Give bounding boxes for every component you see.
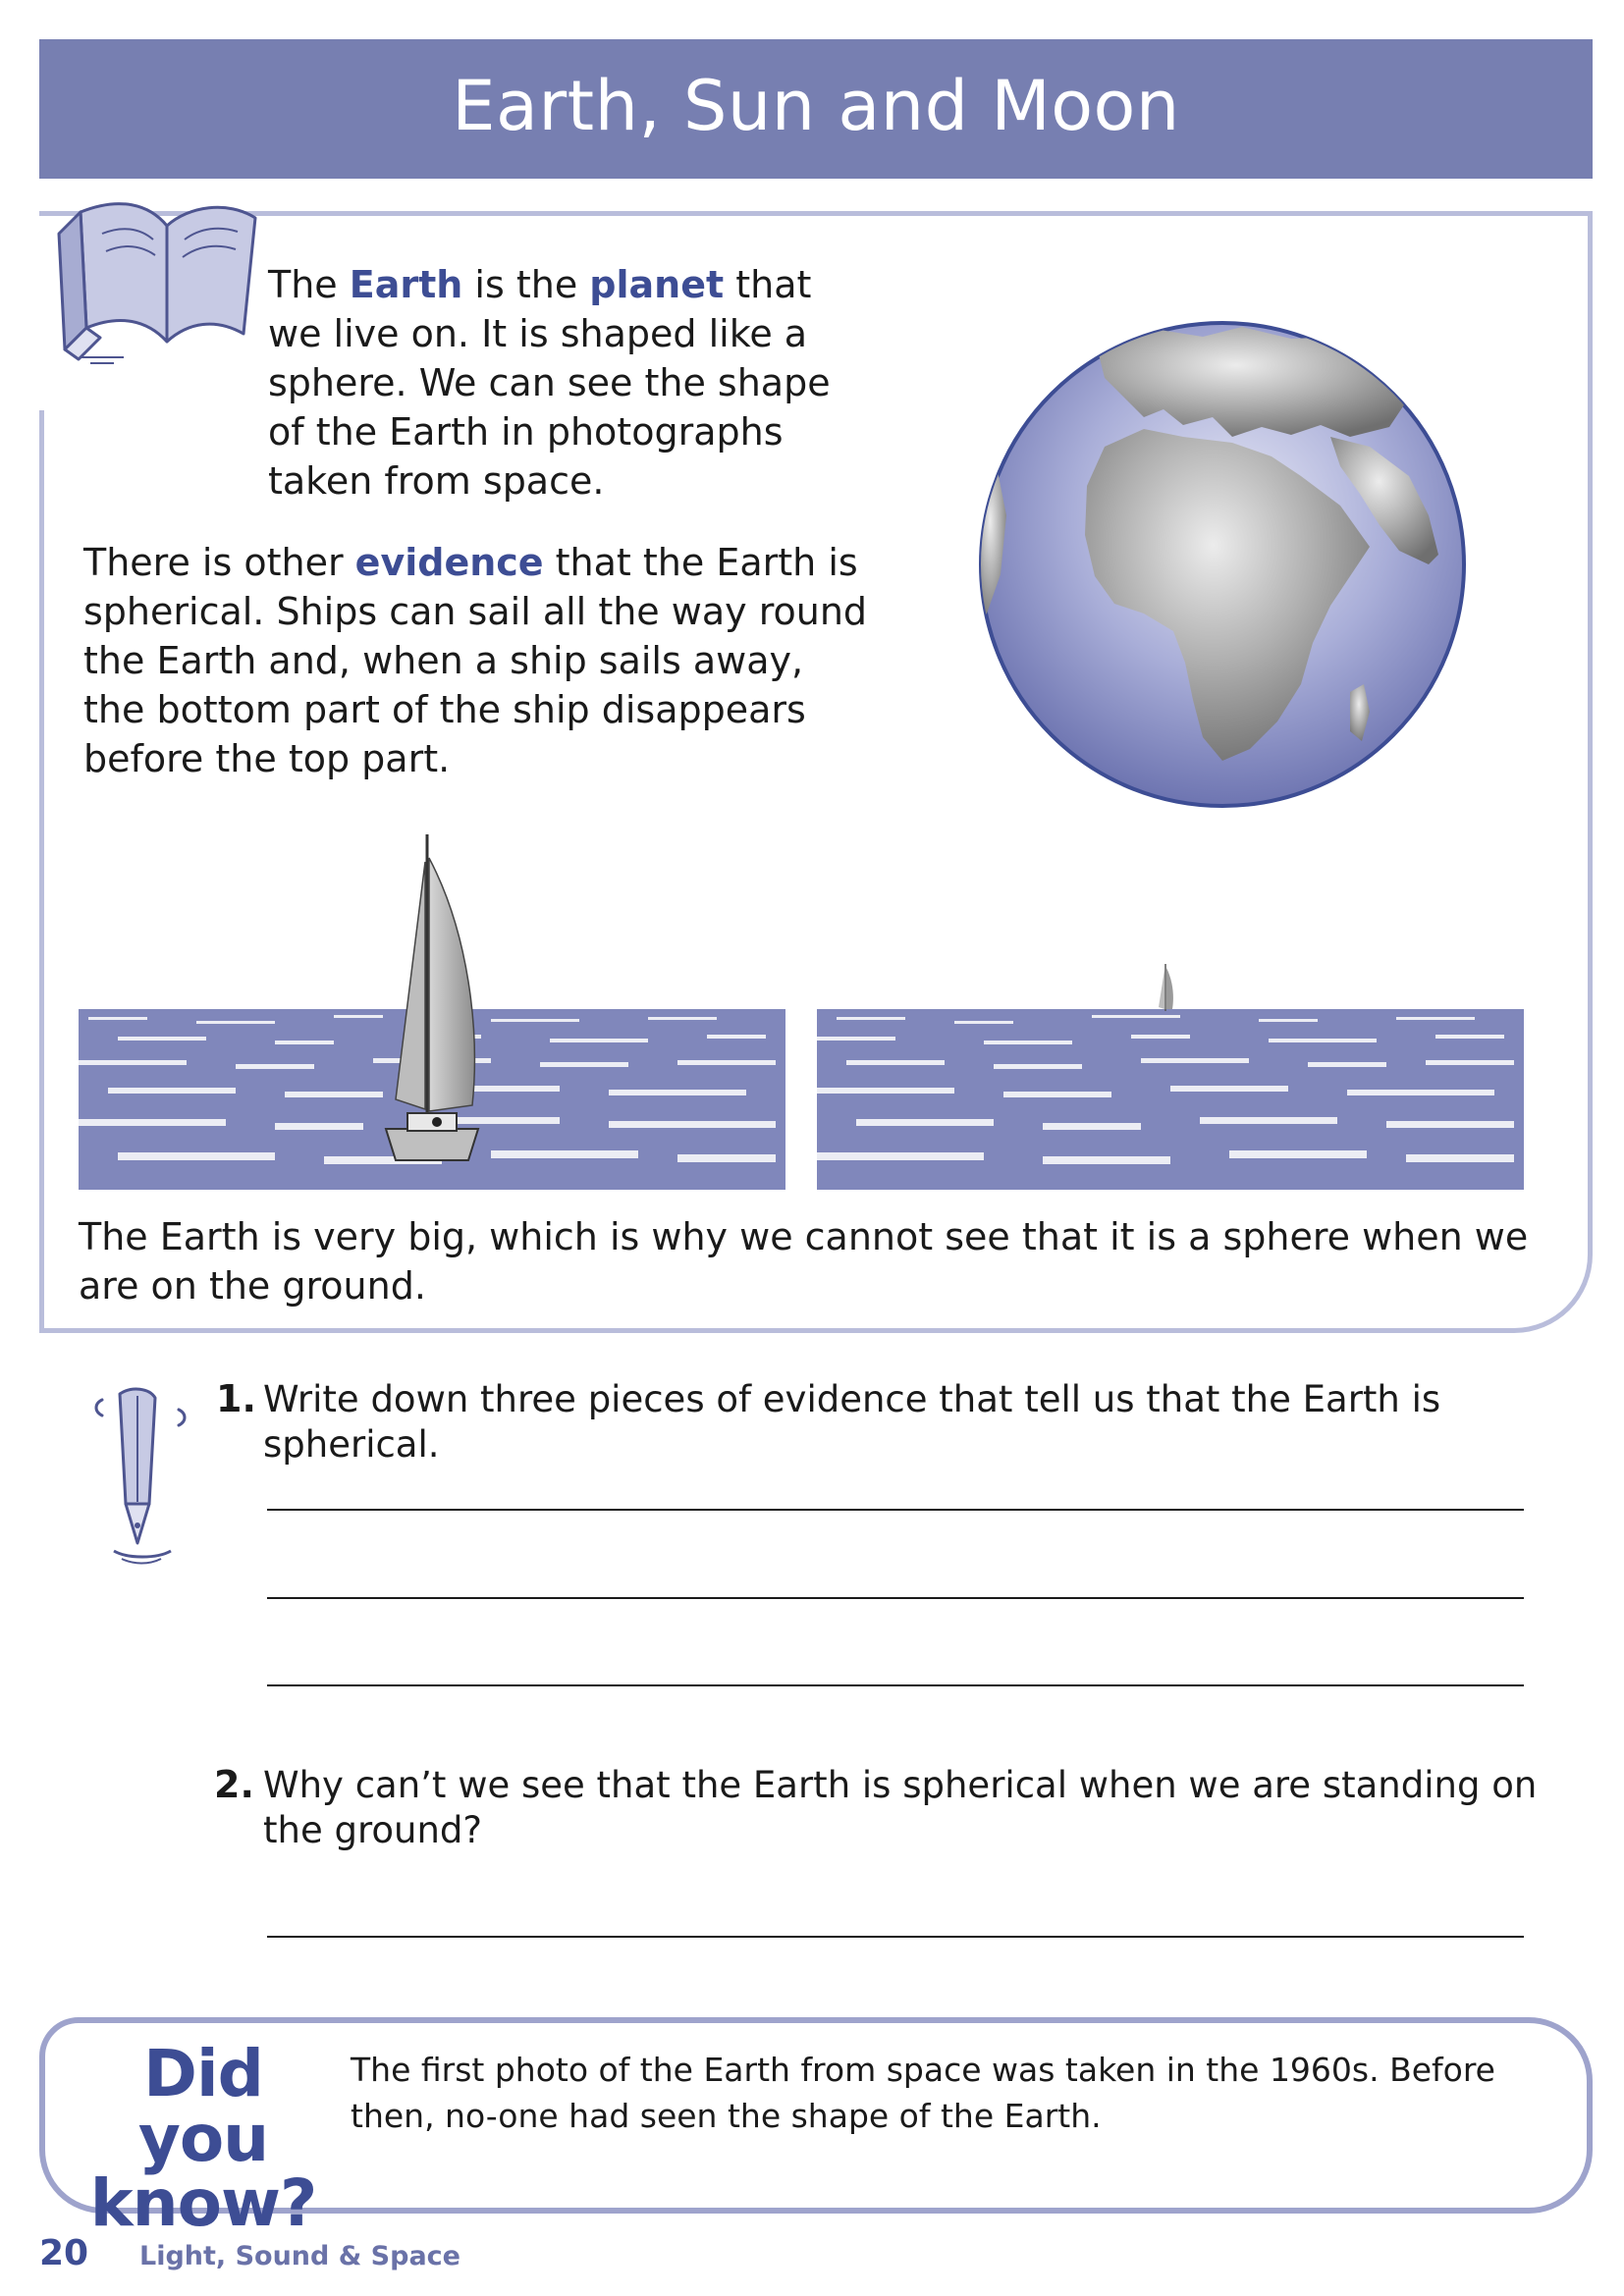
intro-p2-lead: There is other [83, 541, 355, 584]
answer-line-q1-1[interactable] [267, 1509, 1524, 1511]
page-title: Earth, Sun and Moon [452, 66, 1180, 146]
intro-paragraph-2 [83, 538, 869, 783]
keyword-evidence: evidence [354, 541, 544, 584]
book-title: Light, Sound & Space [139, 2241, 460, 2271]
earth-globe-image [977, 319, 1468, 810]
book-icon [51, 194, 261, 367]
answer-line-q1-3[interactable] [267, 1684, 1524, 1686]
intro-paragraph-3: The Earth is very big, which is why we cannot see that it is a sphere when we are on the ground. [79, 1215, 1529, 1308]
question-1-number: 1. [216, 1377, 256, 1420]
sea-with-distant-ship-image [817, 1009, 1524, 1190]
sailboat-distant-image [1156, 964, 1175, 1013]
title-bar [39, 39, 1593, 179]
intro-p2-rest: that the Earth is spherical. Ships can sail all the way round the Earth and, when a ship sails away, the bottom part of the ship disappears before the top part. [83, 541, 868, 780]
did-you-know-line-1: Did you [137, 2036, 269, 2176]
pen-icon [88, 1386, 191, 1568]
intro-p1-mid: is the [462, 263, 590, 306]
page-number: 20 [39, 2233, 89, 2273]
did-you-know-line-2: know? [89, 2165, 317, 2241]
did-you-know-text: The first photo of the Earth from space was taken in the 1960s. Before then, no-one had seen the shape of the Earth. [351, 2051, 1495, 2135]
intro-p1-lead: The [268, 263, 350, 306]
did-you-know-title [71, 2036, 336, 2241]
question-2-number: 2. [214, 1763, 254, 1806]
keyword-earth: Earth [349, 263, 463, 306]
answer-line-q2-1[interactable] [267, 1936, 1524, 1938]
question-2-text: Why can’t we see that the Earth is spherical when we are standing on the ground? [263, 1764, 1538, 1851]
keyword-planet: planet [589, 263, 725, 306]
intro-p1-rest: that we live on. It is shaped like a sphere. We can see the shape of the Earth in photographs taken from space. [268, 263, 831, 503]
question-1-text: Write down three pieces of evidence that tell us that the Earth is spherical. [263, 1378, 1441, 1466]
sailboat-near-image [378, 834, 496, 1168]
answer-line-q1-2[interactable] [267, 1597, 1524, 1599]
intro-paragraph-1 [268, 260, 838, 506]
